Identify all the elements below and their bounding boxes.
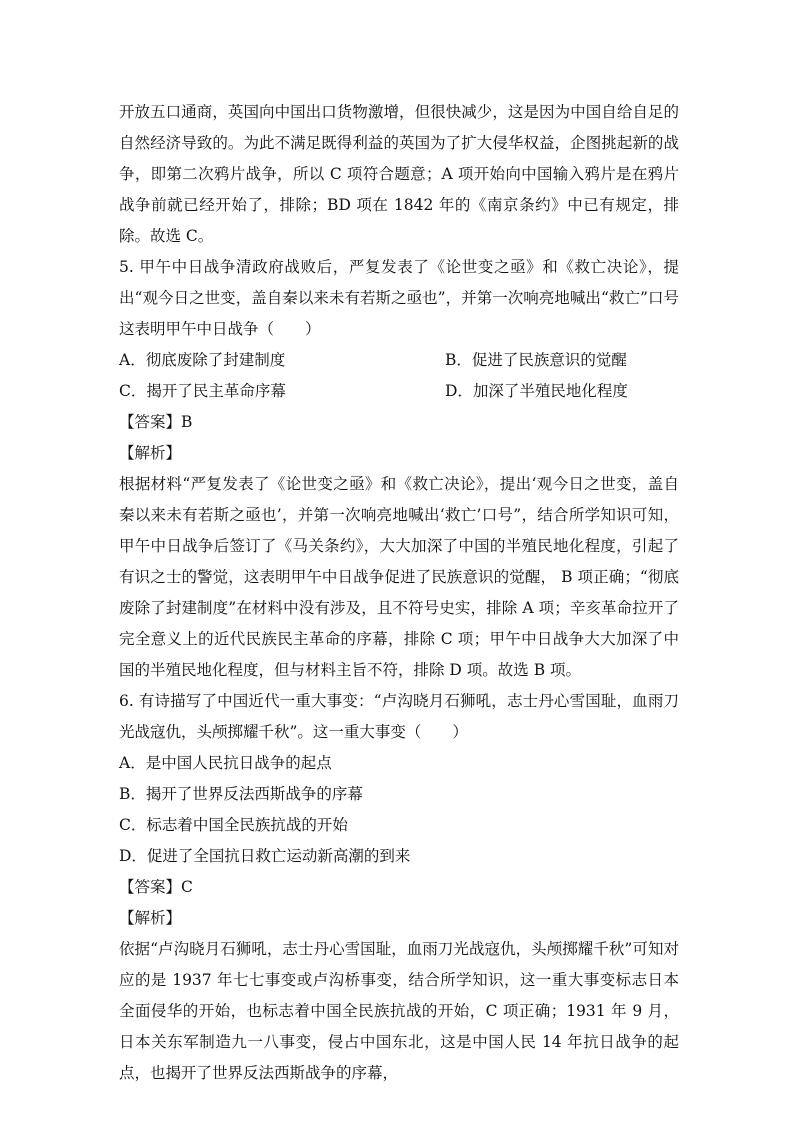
question-5-option-a: A．彻底废除了封建制度 bbox=[119, 351, 286, 369]
question-6-stem: 6. 有诗描写了中国近代一重大事变：“卢沟晓月石狮吼，志士丹心雪国耻，血雨刀光战寇仇，头颅掷耀千秋”。这一重大事变（ ） bbox=[119, 692, 679, 741]
question-6-analysis-label: 【解析】 bbox=[119, 909, 182, 927]
question-6-option-b: B．揭开了世界反法西斯战争的序幕 bbox=[119, 785, 363, 803]
document-page bbox=[119, 97, 679, 1089]
question-5-analysis: 根据材料“严复发表了《论世变之亟》和《救亡决论》，提出‘观今日之世变，盖自秦以来未有若斯之亟也’，并第一次响亮地喊出‘救亡’口号”，结合所学知识可知，甲午中日战争后签订了《马关条约》，大大加深了中国的半殖民地化程度，引起了有识之士的警觉，这表明甲午中日战争促进了民族意识的觉醒， B 项正确；“彻底废除了封建制度”在材料中没有涉及，且不符号史实，排除 A 项；辛亥革命拉开了完全意义上的近代民族民主革命的序幕，排除 C 项；甲午中日战争大大加深了中国的半殖民地化程度，但与材料主旨不符，排除 D 项。故选 B 项。 bbox=[119, 475, 679, 679]
question-5-option-d: D．加深了半殖民地化程度 bbox=[445, 382, 628, 400]
question-6-analysis: 依据“卢沟晓月石狮吼，志士丹心雪国耻，血雨刀光战寇仇，头颅掷耀千秋”可知对应的是 1937 年七七事变或卢沟桥事变，结合所学知识，这一重大事变标志日本全面侵华的开始，也标志着中国全民族抗战的开始，C 项正确；1931 年 9 月，日本关东军制造九一八事变，侵占中国东北，这是中国人民 14 年抗日战争的起点，也揭开了世界反法西斯战争的序幕， bbox=[119, 940, 679, 1082]
question-5-options bbox=[119, 345, 679, 407]
question-6-answer: 【答案】C bbox=[119, 878, 193, 896]
question-6-option-a: A．是中国人民抗日战争的起点 bbox=[119, 754, 332, 772]
question-5-option-b: B．促进了民族意识的觉醒 bbox=[445, 351, 627, 369]
intro-paragraph: 开放五口通商，英国向中国出口货物激增，但很快减少，这是因为中国自给自足的自然经济导致的。为此不满足既得利益的英国为了扩大侵华权益，企图挑起新的战争，即第二次鸦片战争，所以 C 项符合题意；A 项开始向中国输入鸦片是在鸦片战争前就已经开始了，排除；BD 项在 1842 年的《南京条约》中已有规定，排除。故选 C。 bbox=[119, 103, 679, 245]
question-5-analysis-label: 【解析】 bbox=[119, 444, 182, 462]
question-5-option-c: C．揭开了民主革命序幕 bbox=[119, 382, 286, 400]
question-6-option-c: C．标志着中国全民族抗战的开始 bbox=[119, 816, 348, 834]
question-5-stem: 5. 甲午中日战争清政府战败后，严复发表了《论世变之亟》和《救亡决论》，提出“观今日之世变，盖自秦以来未有若斯之亟也”，并第一次响亮地喊出“救亡”口号这表明甲午中日战争（ ） bbox=[119, 258, 679, 338]
question-5-answer: 【答案】B bbox=[119, 413, 193, 431]
question-6-option-d: D．促进了全国抗日救亡运动新高潮的到来 bbox=[119, 847, 411, 865]
